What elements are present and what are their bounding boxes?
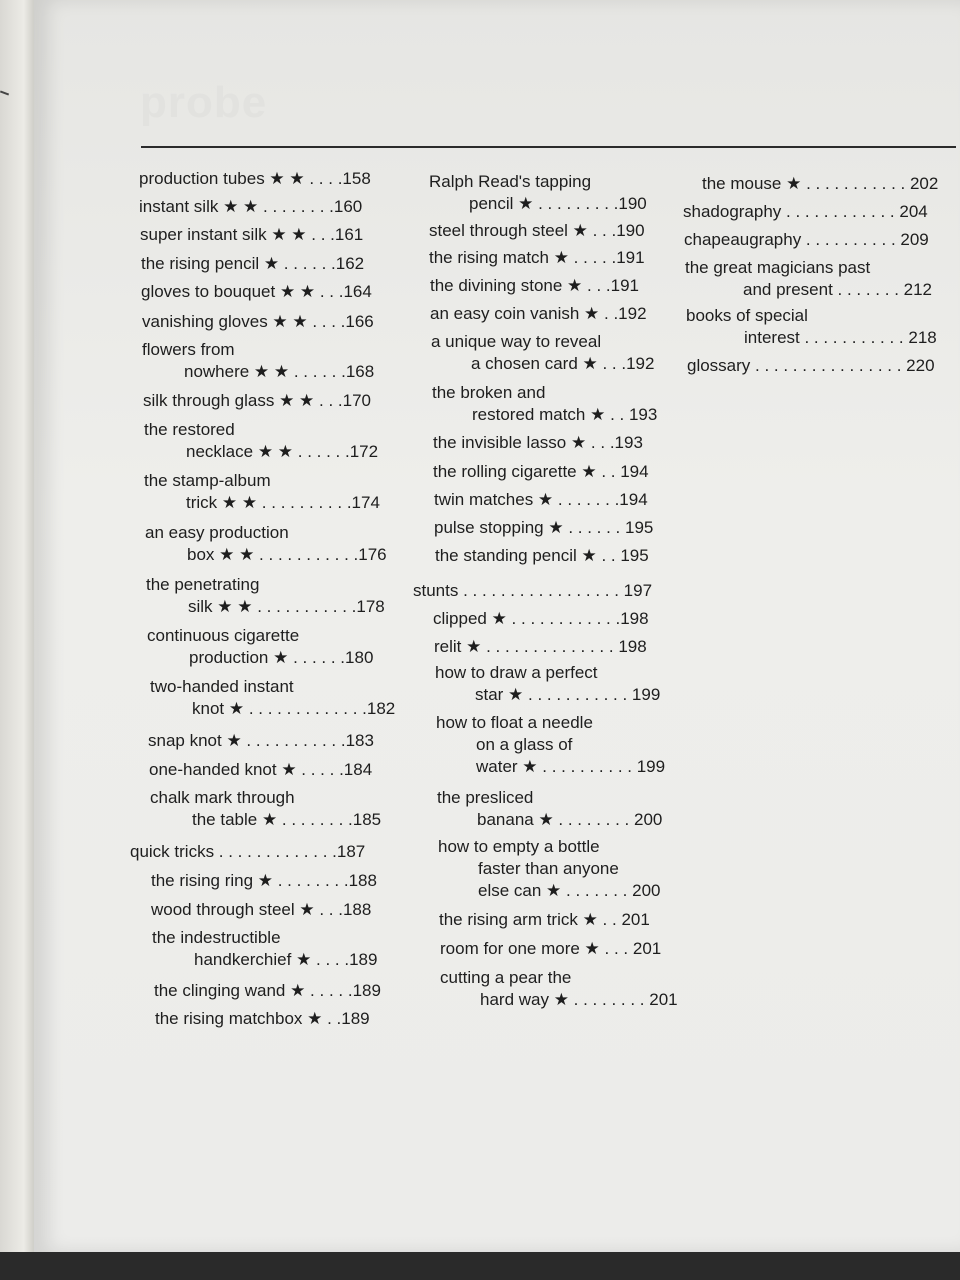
toc-entry-line: the restored (144, 420, 235, 439)
toc-entry-line: restored match ★ . . 193 (472, 405, 658, 424)
toc-entry (144, 419, 378, 463)
toc-entry-line: the rising matchbox ★ . .189 (155, 1009, 370, 1028)
toc-entry (433, 608, 649, 630)
toc-section-heading (130, 841, 365, 863)
toc-entry (141, 253, 364, 275)
toc-entry-line: interest . . . . . . . . . . . 218 (744, 328, 937, 347)
toc-entry (145, 522, 387, 566)
toc-entry-line: pencil ★ . . . . . . . . .190 (469, 194, 647, 213)
toc-entry-line: quick tricks . . . . . . . . . . . . .187 (130, 842, 366, 861)
toc-entry (440, 938, 661, 960)
toc-section-heading (413, 580, 652, 602)
toc-entry-line: flowers from (142, 340, 235, 359)
toc-entry-line: the table ★ . . . . . . . .185 (192, 810, 382, 829)
toc-entry (143, 390, 371, 412)
toc-entry-line: a unique way to reveal (431, 332, 602, 351)
toc-entry (140, 224, 363, 246)
toc-entry (433, 432, 643, 454)
page-mark (0, 91, 9, 96)
toc-entry-line: production tubes ★ ★ . . . .158 (139, 169, 371, 188)
toc-entry (431, 331, 654, 375)
toc-entry-line: production ★ . . . . . .180 (189, 648, 374, 667)
toc-entry-line: banana ★ . . . . . . . . 200 (477, 810, 663, 829)
toc-entry (146, 574, 385, 618)
toc-entry (434, 636, 647, 658)
toc-entry (434, 517, 653, 539)
toc-entry-line: steel through steel ★ . . .190 (429, 221, 645, 240)
toc-entry-line: the rising arm trick ★ . . 201 (439, 910, 650, 929)
toc-entry-line: handkerchief ★ . . . .189 (194, 950, 378, 969)
toc-entry-line: the broken and (432, 383, 546, 402)
toc-entry (150, 676, 395, 720)
faded-heading: probe (140, 78, 268, 127)
toc-entry-line: knot ★ . . . . . . . . . . . . .182 (192, 699, 396, 718)
toc-entry-line: pulse stopping ★ . . . . . . 195 (434, 518, 654, 537)
toc-entry-line: silk through glass ★ ★ . . .170 (143, 391, 371, 410)
toc-entry-line: the divining stone ★ . . .191 (430, 276, 639, 295)
toc-entry (429, 247, 645, 269)
toc-entry-line: the penetrating (146, 575, 260, 594)
toc-entry (150, 787, 381, 831)
toc-entry-line: and present . . . . . . . 212 (743, 280, 933, 299)
toc-entry-line: cutting a pear the (440, 968, 572, 987)
toc-entry (685, 257, 932, 301)
toc-entry (142, 339, 374, 383)
toc-entry-line: chapeaugraphy . . . . . . . . . . 209 (684, 230, 929, 249)
toc-entry-line: how to empty a bottle (438, 837, 600, 856)
toc-entry-line: on a glass of (476, 735, 573, 754)
toc-entry-line: nowhere ★ ★ . . . . . .168 (184, 362, 375, 381)
toc-entry-line: the great magicians past (685, 258, 871, 277)
toc-entry-line: else can ★ . . . . . . . 200 (478, 881, 661, 900)
table-background (0, 1252, 960, 1280)
toc-entry-line: the presliced (437, 788, 534, 807)
toc-entry-line: how to draw a perfect (435, 663, 598, 682)
toc-entry-line: relit ★ . . . . . . . . . . . . . . 198 (434, 637, 647, 656)
toc-entry-line: hard way ★ . . . . . . . . 201 (480, 990, 678, 1009)
toc-entry-line: stunts . . . . . . . . . . . . . . . . . 197 (413, 581, 653, 600)
toc-entry-line: instant silk ★ ★ . . . . . . . .160 (139, 197, 363, 216)
toc-entry-line: a chosen card ★ . . .192 (471, 354, 655, 373)
toc-entry (684, 229, 929, 251)
toc-entry (434, 489, 648, 511)
toc-entry (147, 625, 373, 669)
toc-entry-line: books of special (686, 306, 808, 325)
toc-entry (148, 730, 374, 752)
toc-entry-line: room for one more ★ . . . 201 (440, 939, 662, 958)
toc-entry (139, 196, 362, 218)
facing-page-edge (0, 0, 34, 1280)
toc-entry-line: one-handed knot ★ . . . . .184 (149, 760, 373, 779)
toc-entry-line: gloves to bouquet ★ ★ . . .164 (141, 282, 372, 301)
toc-entry (439, 909, 650, 931)
toc-entry (429, 171, 647, 215)
toc-entry-line: the rising ring ★ . . . . . . . .188 (151, 871, 377, 890)
toc-entry-line: the invisible lasso ★ . . .193 (433, 433, 643, 452)
toc-entry-line: glossary . . . . . . . . . . . . . . . . 220 (687, 356, 935, 375)
toc-entry (151, 870, 377, 892)
toc-entry-line: the clinging wand ★ . . . . .189 (154, 981, 381, 1000)
toc-entry (432, 382, 657, 426)
toc-entry-line: Ralph Read's tapping (429, 172, 592, 191)
toc-entry (438, 836, 661, 902)
toc-entry (435, 662, 660, 706)
toc-entry (686, 305, 937, 349)
toc-entry (430, 303, 647, 325)
toc-entry-line: the rising match ★ . . . . .191 (429, 248, 645, 267)
toc-entry (141, 281, 372, 303)
toc-entry-line: the standing pencil ★ . . 195 (435, 546, 649, 565)
toc-entry-line: faster than anyone (478, 859, 619, 878)
toc-entry-line: water ★ . . . . . . . . . . 199 (476, 757, 666, 776)
toc-entry-line: box ★ ★ . . . . . . . . . . .176 (187, 545, 387, 564)
toc-entry-line: clipped ★ . . . . . . . . . . . .198 (433, 609, 649, 628)
toc-entry (139, 168, 371, 190)
toc-entry (683, 201, 928, 223)
toc-entry-line: chalk mark through (150, 788, 295, 807)
toc-entry (152, 927, 377, 971)
toc-entry (687, 355, 935, 377)
toc-entry-line: continuous cigarette (147, 626, 300, 645)
toc-entry (429, 220, 645, 242)
toc-entry-line: trick ★ ★ . . . . . . . . . .174 (186, 493, 380, 512)
toc-entry (440, 967, 678, 1011)
toc-entry-line: wood through steel ★ . . .188 (151, 900, 372, 919)
toc-entry (437, 787, 662, 831)
toc-entry-line: shadography . . . . . . . . . . . . 204 (683, 202, 928, 221)
toc-entry-line: the stamp-album (144, 471, 271, 490)
toc-entry (155, 1008, 370, 1030)
toc-entry-line: the rising pencil ★ . . . . . .162 (141, 254, 365, 273)
toc-entry (430, 275, 639, 297)
toc-entry-line: the indestructible (152, 928, 281, 947)
toc-entry-line: an easy production (145, 523, 289, 542)
toc-entry-line: the rolling cigarette ★ . . 194 (433, 462, 649, 481)
toc-entry (702, 173, 938, 195)
toc-entry (433, 461, 649, 483)
toc-entry (436, 712, 665, 778)
toc-entry-line: the mouse ★ . . . . . . . . . . . 202 (702, 174, 939, 193)
toc-entry-line: silk ★ ★ . . . . . . . . . . .178 (188, 597, 385, 616)
toc-entry-line: two-handed instant (150, 677, 294, 696)
toc-entry-line: star ★ . . . . . . . . . . . 199 (475, 685, 661, 704)
toc-entry-line: necklace ★ ★ . . . . . .172 (186, 442, 379, 461)
toc-entry-line: twin matches ★ . . . . . . .194 (434, 490, 648, 509)
toc-entry (154, 980, 381, 1002)
toc-entry (142, 311, 374, 333)
toc-entry-line: how to float a needle (436, 713, 593, 732)
heading-rule (141, 146, 956, 148)
toc-entry (151, 899, 371, 921)
toc-entry-line: snap knot ★ . . . . . . . . . . .183 (148, 731, 374, 750)
toc-entry (149, 759, 372, 781)
toc-entry (144, 470, 380, 514)
toc-entry (435, 545, 649, 567)
toc-entry-line: super instant silk ★ ★ . . .161 (140, 225, 364, 244)
toc-entry-line: vanishing gloves ★ ★ . . . .166 (142, 312, 374, 331)
toc-entry-line: an easy coin vanish ★ . .192 (430, 304, 647, 323)
